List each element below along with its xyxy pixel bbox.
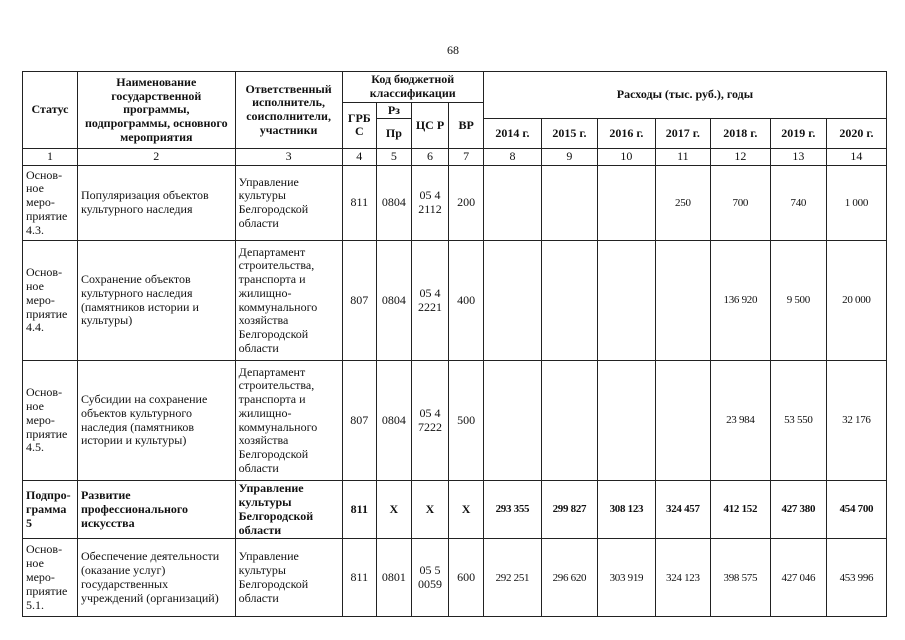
name-cell: Обеспечение деятельности (оказание услуг) государственных учреждений (организаций) <box>77 539 235 617</box>
csr-cell: 05 4 7222 <box>411 361 449 481</box>
column-number: 3 <box>235 149 342 166</box>
status-cell: Подпро-грамма 5 <box>23 481 78 539</box>
column-number: 2 <box>77 149 235 166</box>
column-number: 11 <box>655 149 710 166</box>
amount-cell: 398 575 <box>710 539 770 617</box>
responsible-cell: Управление культуры Белгородской области <box>235 481 342 539</box>
column-number: 10 <box>597 149 655 166</box>
column-number: 12 <box>710 149 770 166</box>
column-number: 4 <box>342 149 377 166</box>
amount-cell: 412 152 <box>710 481 770 539</box>
amount-cell: 53 550 <box>770 361 826 481</box>
header-rz: Рз <box>377 102 412 119</box>
amount-cell: 324 123 <box>655 539 710 617</box>
amount-cell: 308 123 <box>597 481 655 539</box>
header-expenses: Расходы (тыс. руб.), годы <box>483 72 886 119</box>
rzpr-cell: 0801 <box>377 539 412 617</box>
column-number: 13 <box>770 149 826 166</box>
responsible-cell: Управление культуры Белгородской области <box>235 166 342 241</box>
amount-cell <box>655 361 710 481</box>
amount-cell <box>597 166 655 241</box>
column-number: 6 <box>411 149 449 166</box>
amount-cell <box>541 241 597 361</box>
amount-cell: 292 251 <box>483 539 541 617</box>
rzpr-cell: 0804 <box>377 166 412 241</box>
amount-cell: 700 <box>710 166 770 241</box>
table-row <box>23 241 887 361</box>
header-year: 2015 г. <box>541 119 597 149</box>
column-number: 9 <box>541 149 597 166</box>
header-csr: ЦС Р <box>411 102 449 149</box>
table-row <box>23 539 887 617</box>
responsible-cell: Управление культуры Белгородской области <box>235 539 342 617</box>
rzpr-cell: 0804 <box>377 361 412 481</box>
header-budget-code: Код бюджетной классификации <box>342 72 483 103</box>
amount-cell <box>483 166 541 241</box>
rzpr-cell: X <box>377 481 412 539</box>
amount-cell <box>541 166 597 241</box>
amount-cell: 303 919 <box>597 539 655 617</box>
csr-cell: 05 4 2221 <box>411 241 449 361</box>
budget-table <box>22 71 887 617</box>
table-row <box>23 166 887 241</box>
header-pr: Пр <box>377 119 412 149</box>
header-name: Наименование государственной программы, подпрограммы, основного мероприятия <box>77 72 235 149</box>
header-year: 2019 г. <box>770 119 826 149</box>
page-number: 68 <box>447 43 459 57</box>
vr-cell: X <box>449 481 484 539</box>
amount-cell: 250 <box>655 166 710 241</box>
header-vr: ВР <box>449 102 484 149</box>
name-cell: Развитие профессионального искусства <box>77 481 235 539</box>
vr-cell: 600 <box>449 539 484 617</box>
amount-cell: 427 380 <box>770 481 826 539</box>
name-cell: Сохранение объектов культурного наследия (памятников истории и культуры) <box>77 241 235 361</box>
amount-cell: 136 920 <box>710 241 770 361</box>
amount-cell: 23 984 <box>710 361 770 481</box>
amount-cell: 453 996 <box>826 539 886 617</box>
header-year: 2016 г. <box>597 119 655 149</box>
column-number: 5 <box>377 149 412 166</box>
status-cell: Основ-ное меро-приятие 4.5. <box>23 361 78 481</box>
amount-cell <box>655 241 710 361</box>
header-responsible: Ответственный исполнитель, соисполнители, участники <box>235 72 342 149</box>
header-grbs: ГРБ С <box>342 102 377 149</box>
column-numbers-row <box>23 149 887 166</box>
status-cell: Основ-ное меро-приятие 5.1. <box>23 539 78 617</box>
column-number: 14 <box>826 149 886 166</box>
amount-cell: 296 620 <box>541 539 597 617</box>
amount-cell: 324 457 <box>655 481 710 539</box>
rzpr-cell: 0804 <box>377 241 412 361</box>
amount-cell: 299 827 <box>541 481 597 539</box>
csr-cell: 05 5 0059 <box>411 539 449 617</box>
amount-cell: 1 000 <box>826 166 886 241</box>
amount-cell <box>597 361 655 481</box>
csr-cell: 05 4 2112 <box>411 166 449 241</box>
header-year: 2018 г. <box>710 119 770 149</box>
column-number: 8 <box>483 149 541 166</box>
amount-cell: 427 046 <box>770 539 826 617</box>
column-number: 7 <box>449 149 484 166</box>
amount-cell: 454 700 <box>826 481 886 539</box>
name-cell: Субсидии на сохранение объектов культурного наследия (памятников истории и культуры) <box>77 361 235 481</box>
amount-cell <box>541 361 597 481</box>
amount-cell: 740 <box>770 166 826 241</box>
amount-cell <box>483 241 541 361</box>
grbs-cell: 807 <box>342 361 377 481</box>
vr-cell: 200 <box>449 166 484 241</box>
amount-cell: 20 000 <box>826 241 886 361</box>
name-cell: Популяризация объектов культурного наследия <box>77 166 235 241</box>
grbs-cell: 807 <box>342 241 377 361</box>
responsible-cell: Департамент строительства, транспорта и жилищно-коммунального хозяйства Белгородской области <box>235 361 342 481</box>
table-row <box>23 481 887 539</box>
grbs-cell: 811 <box>342 166 377 241</box>
table-row <box>23 361 887 481</box>
csr-cell: X <box>411 481 449 539</box>
vr-cell: 500 <box>449 361 484 481</box>
status-cell: Основ-ное меро-приятие 4.3. <box>23 166 78 241</box>
amount-cell: 293 355 <box>483 481 541 539</box>
amount-cell: 32 176 <box>826 361 886 481</box>
amount-cell <box>597 241 655 361</box>
header-year: 2020 г. <box>826 119 886 149</box>
status-cell: Основ-ное меро-приятие 4.4. <box>23 241 78 361</box>
grbs-cell: 811 <box>342 481 377 539</box>
header-year: 2017 г. <box>655 119 710 149</box>
header-year: 2014 г. <box>483 119 541 149</box>
amount-cell: 9 500 <box>770 241 826 361</box>
header-status: Статус <box>23 72 78 149</box>
grbs-cell: 811 <box>342 539 377 617</box>
vr-cell: 400 <box>449 241 484 361</box>
column-number: 1 <box>23 149 78 166</box>
responsible-cell: Департамент строительства, транспорта и жилищно-коммунального хозяйства Белгородской области <box>235 241 342 361</box>
amount-cell <box>483 361 541 481</box>
